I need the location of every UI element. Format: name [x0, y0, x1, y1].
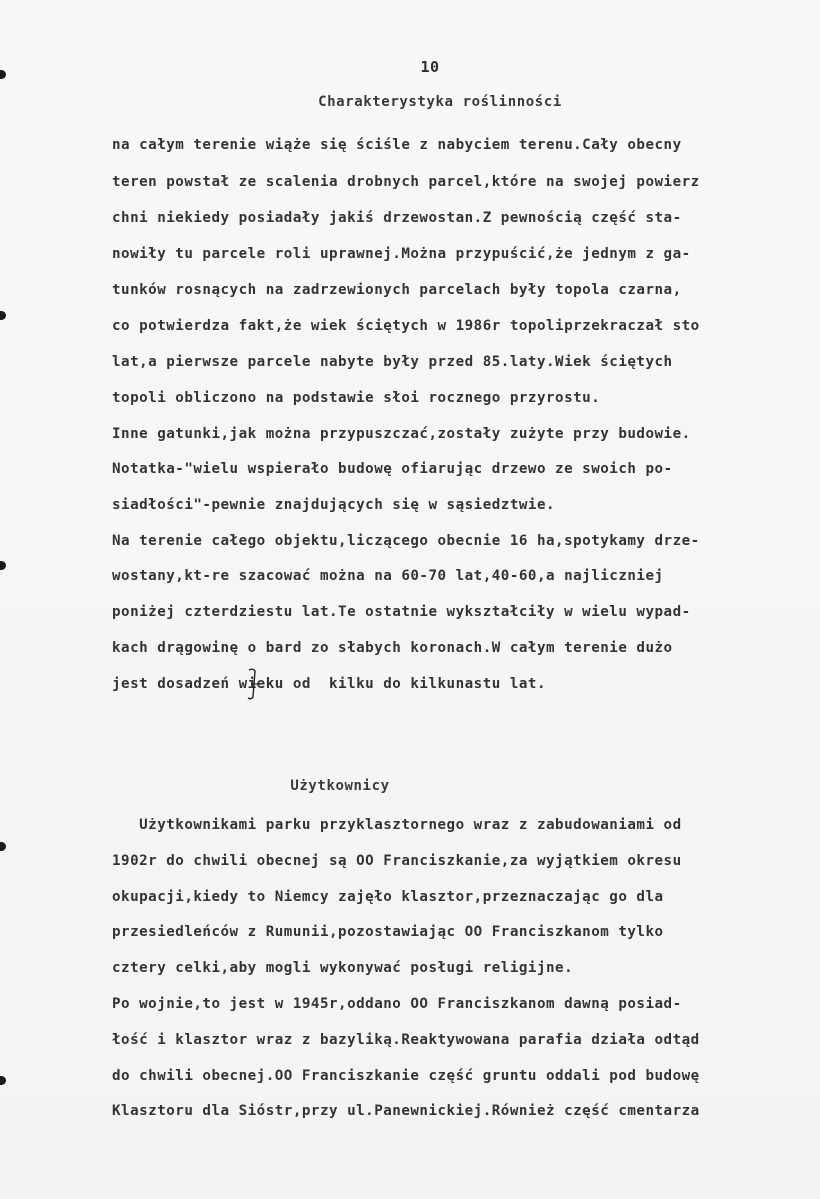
text-line: do chwili obecnej.OO Franciszkanie część gruntu oddali pod budowę [112, 1068, 700, 1084]
section-heading-users: Użytkownicy [290, 778, 390, 794]
text-line: Klasztoru dla Sióstr,przy ul.Panewnickiej.Również część cmentarza [112, 1103, 700, 1119]
punch-hole [0, 1076, 6, 1085]
page-number: 10 [420, 58, 440, 76]
text-line: Na terenie całego objektu,liczącego obecnie 16 ha,spotykamy drze- [112, 533, 700, 549]
text-line: kach drągowinę o bard zo słabych koronach.W całym terenie dużo [112, 640, 673, 656]
handwritten-insertion-mark [246, 667, 260, 701]
text-line: siadłości"-pewnie znajdujących się w sąsiedztwie. [112, 497, 556, 513]
punch-hole [0, 561, 6, 570]
text-line: poniżej czterdziestu lat.Te ostatnie wykształciły w wielu wypad- [112, 604, 691, 620]
text-line: 1902r do chwili obecnej są OO Franciszkanie,za wyjątkiem okresu [112, 853, 682, 869]
text-line: lat,a pierwsze parcele nabyte były przed 85.laty.Wiek ściętych [112, 354, 673, 370]
text-line: na całym terenie wiąże się ściśle z nabyciem terenu.Cały obecny [112, 137, 682, 153]
text-line: Notatka-"wielu wspierało budowę ofiarując drzewo ze swoich po- [112, 461, 673, 477]
text-line: przesiedleńców z Rumunii,pozostawiając OO Franciszkanom tylko [112, 924, 664, 940]
text-line: chni niekiedy posiadały jakiś drzewostan.Z pewnością część sta- [112, 210, 682, 226]
text-line: cztery celki,aby mogli wykonywać posługi religijne. [112, 960, 574, 976]
text-line: wostany,kt-re szacować można na 60-70 lat,40-60,a najliczniej [112, 568, 664, 584]
text-line: teren powstał ze scalenia drobnych parcel,które na swojej powierz [112, 174, 700, 190]
text-line: tunków rosnących na zadrzewionych parcelach były topola czarna, [112, 282, 682, 298]
text-line: topoli obliczono na podstawie słoi rocznego przyrostu. [112, 390, 601, 406]
section-heading-vegetation: Charakterystyka roślinności [318, 94, 562, 110]
text-line: łość i klasztor wraz z bazyliką.Reaktywowana parafia działa odtąd [112, 1032, 700, 1048]
text-line: Inne gatunki,jak można przypuszczać,zostały zużyte przy budowie. [112, 426, 691, 442]
punch-hole [0, 311, 6, 320]
text-line: co potwierdza fakt,że wiek ściętych w 1986r topoliprzekraczał sto [112, 318, 700, 334]
punch-hole [0, 842, 6, 851]
text-line: Użytkownikami parku przyklasztornego wraz z zabudowaniami od [112, 817, 682, 833]
punch-hole [0, 70, 6, 79]
text-line: okupacji,kiedy to Niemcy zajęło klasztor,przeznaczając go dla [112, 889, 664, 905]
text-line: Po wojnie,to jest w 1945r,oddano OO Franciszkanom dawną posiad- [112, 996, 682, 1012]
text-line: jest dosadzeń wieku od kilku do kilkunastu lat. [112, 676, 546, 692]
text-line: nowiły tu parcele roli uprawnej.Można przypuścić,że jednym z ga- [112, 246, 691, 262]
